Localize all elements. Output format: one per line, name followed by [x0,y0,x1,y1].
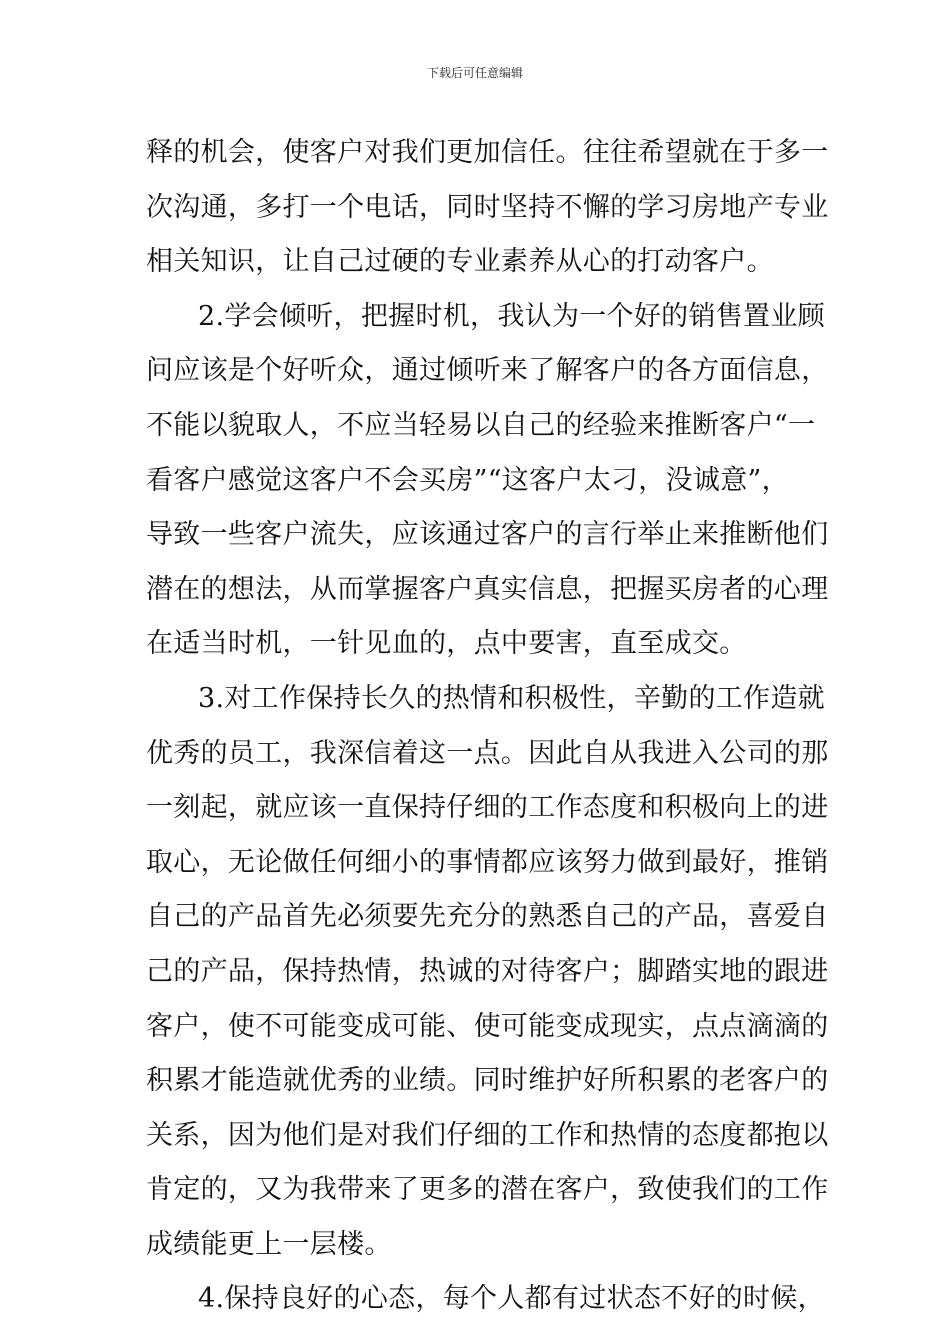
text-line: 成绩能更上一层楼。 [146,1228,392,1260]
paragraph [146,126,829,290]
text-line: 积累才能造就优秀的业绩。同时维护好所积累的老客户的 [146,1065,829,1097]
text-line: 一刻起，就应该一直保持仔细的工作态度和积极向上的进 [146,792,829,824]
text-line: 自己的产品首先必须要先充分的熟悉自己的产品，喜爱自 [146,901,829,933]
text-line: 客户，使不可能变成可能、使可能变成现实，点点滴滴的 [146,1010,829,1042]
text-line: 肯定的，又为我带来了更多的潜在客户，致使我们的工作 [146,1174,829,1206]
text-line: 看客户感觉这客户不会买房”“这客户太刁，没诚意”， [146,464,789,496]
page-header: 下载后可任意编辑 [426,66,523,80]
document-body [146,126,829,1327]
text-line: 导致一些客户流失，应该通过客户的言行举止来推断他们 [146,519,829,551]
paragraph [146,290,829,672]
text-line: 不能以貌取人，不应当轻易以自己的经验来推断客户“一 [146,409,816,441]
text-line: 4.保持良好的心态，每个人都有过状态不好的时候， [198,1283,825,1315]
text-line: 2.学会倾听，把握时机，我认为一个好的销售置业顾 [198,300,825,332]
text-line: 关系，因为他们是对我们仔细的工作和热情的态度都抱以 [146,1119,829,1151]
text-line: 潜在的想法，从而掌握客户真实信息，把握买房者的心理 [146,573,829,605]
text-line: 次沟通，多打一个电话，同时坚持不懈的学习房地产专业 [146,191,829,223]
text-line: 相关知识，让自己过硬的专业素养从心的打动客户。 [146,246,774,278]
text-line: 己的产品，保持热情，热诚的对待客户；脚踏实地的跟进 [146,955,829,987]
text-line: 3.对工作保持长久的热情和积极性，辛勤的工作造就 [198,682,825,714]
paragraph [146,1272,825,1327]
paragraph [146,672,829,1273]
text-line: 释的机会，使客户对我们更加信任。往往希望就在于多一 [146,137,829,168]
text-line: 在适当时机，一针见血的，点中要害，直至成交。 [146,628,747,660]
text-line: 取心，无论做任何细小的事情都应该努力做到最好，推销 [146,846,829,878]
text-line: 问应该是个好听众，通过倾听来了解客户的各方面信息， [146,355,829,387]
text-line: 优秀的员工，我深信着这一点。因此自从我进入公司的那 [146,737,829,769]
